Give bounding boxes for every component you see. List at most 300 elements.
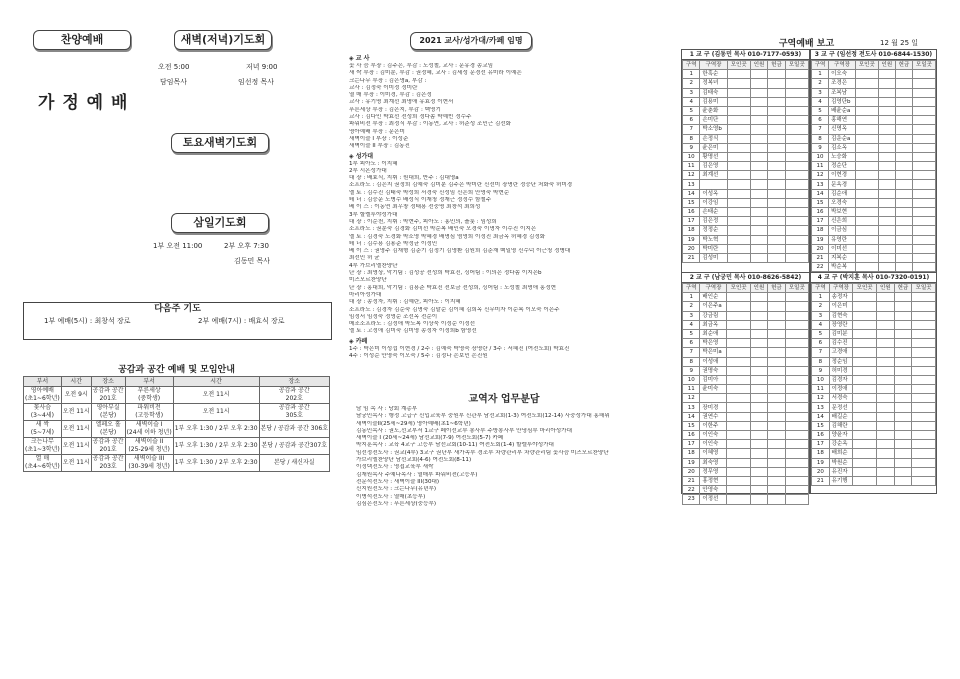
roster-blank[interactable] (768, 134, 785, 143)
roster-blank[interactable] (750, 134, 767, 143)
roster-blank[interactable] (913, 217, 936, 226)
roster-blank[interactable] (853, 366, 877, 375)
roster-blank[interactable] (727, 253, 750, 262)
roster-blank[interactable] (876, 403, 894, 412)
roster-blank[interactable] (876, 293, 894, 302)
roster-blank[interactable] (895, 217, 912, 226)
roster-blank[interactable] (768, 70, 785, 79)
roster-blank[interactable] (727, 329, 750, 338)
roster-blank[interactable] (913, 116, 936, 125)
roster-blank[interactable] (855, 198, 878, 207)
roster-blank[interactable] (913, 125, 936, 134)
roster-blank[interactable] (727, 366, 750, 375)
roster-blank[interactable] (768, 357, 785, 366)
roster-blank[interactable] (855, 152, 878, 161)
roster-blank[interactable] (727, 421, 750, 430)
roster-blank[interactable] (727, 357, 750, 366)
roster-blank[interactable] (895, 244, 912, 253)
roster-blank[interactable] (894, 385, 912, 394)
roster-blank[interactable] (727, 348, 750, 357)
roster-blank[interactable] (895, 180, 912, 189)
roster-blank[interactable] (853, 375, 877, 384)
roster-blank[interactable] (727, 302, 750, 311)
roster-blank[interactable] (750, 125, 767, 134)
roster-blank[interactable] (768, 79, 785, 88)
roster-blank[interactable] (853, 302, 877, 311)
roster-blank[interactable] (878, 79, 895, 88)
roster-blank[interactable] (913, 79, 936, 88)
roster-blank[interactable] (785, 458, 808, 467)
roster-blank[interactable] (785, 180, 808, 189)
roster-blank[interactable] (768, 208, 785, 217)
roster-blank[interactable] (750, 320, 767, 329)
roster-blank[interactable] (876, 467, 894, 476)
roster-blank[interactable] (913, 198, 936, 207)
roster-blank[interactable] (895, 208, 912, 217)
roster-blank[interactable] (912, 403, 936, 412)
roster-blank[interactable] (785, 339, 808, 348)
roster-blank[interactable] (750, 293, 767, 302)
roster-blank[interactable] (913, 263, 936, 272)
roster-blank[interactable] (768, 143, 785, 152)
roster-blank[interactable] (855, 217, 878, 226)
roster-blank[interactable] (768, 431, 785, 440)
roster-blank[interactable] (768, 348, 785, 357)
roster-blank[interactable] (855, 253, 878, 262)
roster-blank[interactable] (855, 134, 878, 143)
roster-blank[interactable] (768, 311, 785, 320)
roster-blank[interactable] (895, 88, 912, 97)
roster-blank[interactable] (894, 476, 912, 485)
roster-blank[interactable] (727, 235, 750, 244)
roster-blank[interactable] (912, 357, 936, 366)
roster-blank[interactable] (913, 189, 936, 198)
roster-blank[interactable] (913, 88, 936, 97)
roster-blank[interactable] (895, 171, 912, 180)
roster-blank[interactable] (768, 385, 785, 394)
roster-blank[interactable] (750, 70, 767, 79)
roster-blank[interactable] (912, 394, 936, 403)
roster-blank[interactable] (785, 143, 808, 152)
roster-blank[interactable] (750, 180, 767, 189)
roster-blank[interactable] (727, 476, 750, 485)
roster-blank[interactable] (895, 263, 912, 272)
roster-blank[interactable] (727, 88, 750, 97)
roster-blank[interactable] (853, 394, 877, 403)
roster-blank[interactable] (768, 394, 785, 403)
roster-blank[interactable] (855, 263, 878, 272)
roster-blank[interactable] (768, 235, 785, 244)
roster-blank[interactable] (878, 106, 895, 115)
roster-blank[interactable] (853, 458, 877, 467)
roster-blank[interactable] (768, 162, 785, 171)
roster-blank[interactable] (750, 339, 767, 348)
roster-blank[interactable] (727, 125, 750, 134)
roster-blank[interactable] (785, 134, 808, 143)
roster-blank[interactable] (727, 293, 750, 302)
roster-blank[interactable] (727, 152, 750, 161)
roster-blank[interactable] (768, 116, 785, 125)
roster-blank[interactable] (912, 412, 936, 421)
roster-blank[interactable] (876, 311, 894, 320)
roster-blank[interactable] (750, 143, 767, 152)
roster-blank[interactable] (876, 394, 894, 403)
roster-blank[interactable] (768, 486, 785, 495)
roster-blank[interactable] (768, 171, 785, 180)
roster-blank[interactable] (878, 217, 895, 226)
roster-blank[interactable] (785, 208, 808, 217)
roster-blank[interactable] (876, 476, 894, 485)
roster-blank[interactable] (855, 79, 878, 88)
roster-blank[interactable] (785, 226, 808, 235)
roster-blank[interactable] (750, 440, 767, 449)
roster-blank[interactable] (895, 162, 912, 171)
roster-blank[interactable] (876, 366, 894, 375)
roster-blank[interactable] (878, 208, 895, 217)
roster-blank[interactable] (878, 97, 895, 106)
roster-blank[interactable] (855, 125, 878, 134)
roster-blank[interactable] (768, 152, 785, 161)
roster-blank[interactable] (876, 302, 894, 311)
roster-blank[interactable] (768, 293, 785, 302)
roster-blank[interactable] (785, 162, 808, 171)
roster-blank[interactable] (727, 339, 750, 348)
roster-blank[interactable] (912, 421, 936, 430)
roster-blank[interactable] (750, 476, 767, 485)
roster-blank[interactable] (785, 385, 808, 394)
roster-blank[interactable] (727, 198, 750, 207)
roster-blank[interactable] (878, 189, 895, 198)
roster-blank[interactable] (768, 198, 785, 207)
roster-blank[interactable] (878, 134, 895, 143)
roster-blank[interactable] (750, 431, 767, 440)
roster-blank[interactable] (912, 302, 936, 311)
roster-blank[interactable] (768, 253, 785, 262)
roster-blank[interactable] (785, 366, 808, 375)
roster-blank[interactable] (768, 403, 785, 412)
roster-blank[interactable] (785, 217, 808, 226)
roster-blank[interactable] (768, 189, 785, 198)
roster-blank[interactable] (785, 198, 808, 207)
roster-blank[interactable] (895, 134, 912, 143)
roster-blank[interactable] (785, 116, 808, 125)
roster-blank[interactable] (878, 198, 895, 207)
roster-blank[interactable] (727, 180, 750, 189)
roster-blank[interactable] (768, 97, 785, 106)
roster-blank[interactable] (895, 116, 912, 125)
roster-blank[interactable] (727, 70, 750, 79)
roster-blank[interactable] (895, 125, 912, 134)
roster-blank[interactable] (855, 143, 878, 152)
roster-blank[interactable] (913, 134, 936, 143)
roster-blank[interactable] (878, 116, 895, 125)
roster-blank[interactable] (727, 449, 750, 458)
roster-blank[interactable] (876, 339, 894, 348)
roster-blank[interactable] (878, 244, 895, 253)
roster-blank[interactable] (895, 226, 912, 235)
roster-blank[interactable] (855, 106, 878, 115)
roster-blank[interactable] (785, 320, 808, 329)
roster-blank[interactable] (727, 79, 750, 88)
roster-blank[interactable] (727, 244, 750, 253)
roster-blank[interactable] (785, 293, 808, 302)
roster-blank[interactable] (750, 311, 767, 320)
roster-blank[interactable] (853, 467, 877, 476)
roster-blank[interactable] (853, 385, 877, 394)
roster-blank[interactable] (855, 88, 878, 97)
roster-blank[interactable] (768, 440, 785, 449)
roster-blank[interactable] (785, 97, 808, 106)
roster-blank[interactable] (727, 320, 750, 329)
roster-blank[interactable] (878, 253, 895, 262)
roster-blank[interactable] (855, 162, 878, 171)
roster-blank[interactable] (855, 235, 878, 244)
roster-blank[interactable] (727, 189, 750, 198)
roster-blank[interactable] (750, 421, 767, 430)
roster-blank[interactable] (853, 421, 877, 430)
roster-blank[interactable] (912, 458, 936, 467)
roster-blank[interactable] (750, 394, 767, 403)
roster-blank[interactable] (878, 235, 895, 244)
roster-blank[interactable] (768, 458, 785, 467)
roster-blank[interactable] (855, 189, 878, 198)
roster-blank[interactable] (895, 198, 912, 207)
roster-blank[interactable] (853, 431, 877, 440)
roster-blank[interactable] (785, 440, 808, 449)
roster-blank[interactable] (785, 125, 808, 134)
roster-blank[interactable] (727, 458, 750, 467)
roster-blank[interactable] (855, 171, 878, 180)
roster-blank[interactable] (768, 366, 785, 375)
roster-blank[interactable] (913, 244, 936, 253)
roster-blank[interactable] (853, 348, 877, 357)
roster-blank[interactable] (894, 311, 912, 320)
roster-blank[interactable] (876, 458, 894, 467)
roster-blank[interactable] (853, 357, 877, 366)
roster-blank[interactable] (768, 449, 785, 458)
roster-blank[interactable] (912, 311, 936, 320)
roster-blank[interactable] (750, 189, 767, 198)
roster-blank[interactable] (785, 311, 808, 320)
roster-blank[interactable] (785, 189, 808, 198)
roster-blank[interactable] (727, 311, 750, 320)
roster-blank[interactable] (750, 226, 767, 235)
roster-blank[interactable] (727, 412, 750, 421)
roster-blank[interactable] (853, 329, 877, 338)
roster-blank[interactable] (913, 162, 936, 171)
roster-blank[interactable] (768, 476, 785, 485)
roster-blank[interactable] (895, 152, 912, 161)
roster-blank[interactable] (750, 198, 767, 207)
roster-blank[interactable] (750, 116, 767, 125)
roster-blank[interactable] (895, 97, 912, 106)
roster-blank[interactable] (785, 476, 808, 485)
roster-blank[interactable] (878, 162, 895, 171)
roster-blank[interactable] (894, 431, 912, 440)
roster-blank[interactable] (750, 385, 767, 394)
roster-blank[interactable] (855, 208, 878, 217)
roster-blank[interactable] (913, 226, 936, 235)
roster-blank[interactable] (853, 403, 877, 412)
roster-blank[interactable] (876, 412, 894, 421)
roster-blank[interactable] (785, 106, 808, 115)
roster-blank[interactable] (876, 320, 894, 329)
roster-blank[interactable] (853, 339, 877, 348)
roster-blank[interactable] (876, 385, 894, 394)
roster-blank[interactable] (785, 421, 808, 430)
roster-blank[interactable] (878, 125, 895, 134)
roster-blank[interactable] (853, 293, 877, 302)
roster-blank[interactable] (727, 394, 750, 403)
roster-blank[interactable] (727, 106, 750, 115)
roster-blank[interactable] (855, 97, 878, 106)
roster-blank[interactable] (876, 329, 894, 338)
roster-blank[interactable] (785, 375, 808, 384)
roster-blank[interactable] (895, 70, 912, 79)
roster-blank[interactable] (727, 217, 750, 226)
roster-blank[interactable] (878, 171, 895, 180)
roster-blank[interactable] (895, 189, 912, 198)
roster-blank[interactable] (912, 431, 936, 440)
roster-blank[interactable] (894, 329, 912, 338)
roster-blank[interactable] (878, 143, 895, 152)
roster-blank[interactable] (768, 320, 785, 329)
roster-blank[interactable] (913, 180, 936, 189)
roster-blank[interactable] (750, 79, 767, 88)
roster-blank[interactable] (912, 320, 936, 329)
roster-blank[interactable] (913, 152, 936, 161)
roster-blank[interactable] (785, 329, 808, 338)
roster-blank[interactable] (912, 339, 936, 348)
roster-blank[interactable] (750, 152, 767, 161)
roster-blank[interactable] (855, 116, 878, 125)
roster-blank[interactable] (912, 385, 936, 394)
roster-blank[interactable] (768, 412, 785, 421)
roster-blank[interactable] (894, 357, 912, 366)
roster-blank[interactable] (912, 348, 936, 357)
roster-blank[interactable] (913, 253, 936, 262)
roster-blank[interactable] (750, 217, 767, 226)
roster-blank[interactable] (768, 329, 785, 338)
roster-blank[interactable] (853, 476, 877, 485)
roster-blank[interactable] (913, 106, 936, 115)
roster-blank[interactable] (785, 152, 808, 161)
roster-blank[interactable] (912, 440, 936, 449)
roster-blank[interactable] (768, 244, 785, 253)
roster-blank[interactable] (894, 403, 912, 412)
roster-blank[interactable] (768, 88, 785, 97)
roster-blank[interactable] (878, 88, 895, 97)
roster-blank[interactable] (750, 97, 767, 106)
roster-blank[interactable] (785, 88, 808, 97)
roster-blank[interactable] (785, 431, 808, 440)
roster-blank[interactable] (913, 143, 936, 152)
roster-blank[interactable] (750, 357, 767, 366)
roster-blank[interactable] (912, 476, 936, 485)
roster-blank[interactable] (853, 320, 877, 329)
roster-blank[interactable] (750, 106, 767, 115)
roster-blank[interactable] (894, 302, 912, 311)
roster-blank[interactable] (727, 486, 750, 495)
roster-blank[interactable] (750, 486, 767, 495)
roster-blank[interactable] (913, 171, 936, 180)
roster-blank[interactable] (894, 366, 912, 375)
roster-blank[interactable] (895, 106, 912, 115)
roster-blank[interactable] (750, 366, 767, 375)
roster-blank[interactable] (894, 449, 912, 458)
roster-blank[interactable] (894, 293, 912, 302)
roster-blank[interactable] (855, 226, 878, 235)
roster-blank[interactable] (894, 412, 912, 421)
roster-blank[interactable] (727, 226, 750, 235)
roster-blank[interactable] (913, 70, 936, 79)
roster-blank[interactable] (768, 375, 785, 384)
roster-blank[interactable] (785, 235, 808, 244)
roster-blank[interactable] (785, 302, 808, 311)
roster-blank[interactable] (727, 440, 750, 449)
roster-blank[interactable] (895, 79, 912, 88)
roster-blank[interactable] (727, 143, 750, 152)
roster-blank[interactable] (878, 70, 895, 79)
roster-blank[interactable] (785, 486, 808, 495)
roster-blank[interactable] (768, 217, 785, 226)
roster-blank[interactable] (785, 253, 808, 262)
roster-blank[interactable] (750, 171, 767, 180)
roster-blank[interactable] (727, 431, 750, 440)
roster-blank[interactable] (727, 208, 750, 217)
roster-blank[interactable] (727, 171, 750, 180)
roster-blank[interactable] (727, 375, 750, 384)
roster-blank[interactable] (750, 348, 767, 357)
roster-blank[interactable] (785, 171, 808, 180)
roster-blank[interactable] (750, 329, 767, 338)
roster-blank[interactable] (878, 152, 895, 161)
roster-blank[interactable] (768, 467, 785, 476)
roster-blank[interactable] (876, 449, 894, 458)
roster-blank[interactable] (750, 235, 767, 244)
roster-blank[interactable] (894, 458, 912, 467)
roster-blank[interactable] (912, 467, 936, 476)
roster-blank[interactable] (785, 244, 808, 253)
roster-blank[interactable] (750, 375, 767, 384)
roster-blank[interactable] (727, 467, 750, 476)
roster-blank[interactable] (750, 403, 767, 412)
roster-blank[interactable] (727, 116, 750, 125)
roster-blank[interactable] (768, 180, 785, 189)
roster-blank[interactable] (855, 180, 878, 189)
roster-blank[interactable] (727, 97, 750, 106)
roster-blank[interactable] (912, 293, 936, 302)
roster-blank[interactable] (853, 412, 877, 421)
roster-blank[interactable] (894, 467, 912, 476)
roster-blank[interactable] (894, 320, 912, 329)
roster-blank[interactable] (768, 421, 785, 430)
roster-blank[interactable] (913, 97, 936, 106)
roster-blank[interactable] (878, 263, 895, 272)
roster-blank[interactable] (876, 440, 894, 449)
roster-blank[interactable] (913, 235, 936, 244)
roster-blank[interactable] (750, 302, 767, 311)
roster-blank[interactable] (768, 226, 785, 235)
roster-blank[interactable] (876, 357, 894, 366)
roster-blank[interactable] (750, 88, 767, 97)
roster-blank[interactable] (876, 375, 894, 384)
roster-blank[interactable] (895, 143, 912, 152)
roster-blank[interactable] (750, 467, 767, 476)
roster-blank[interactable] (878, 180, 895, 189)
roster-blank[interactable] (876, 421, 894, 430)
roster-blank[interactable] (855, 70, 878, 79)
